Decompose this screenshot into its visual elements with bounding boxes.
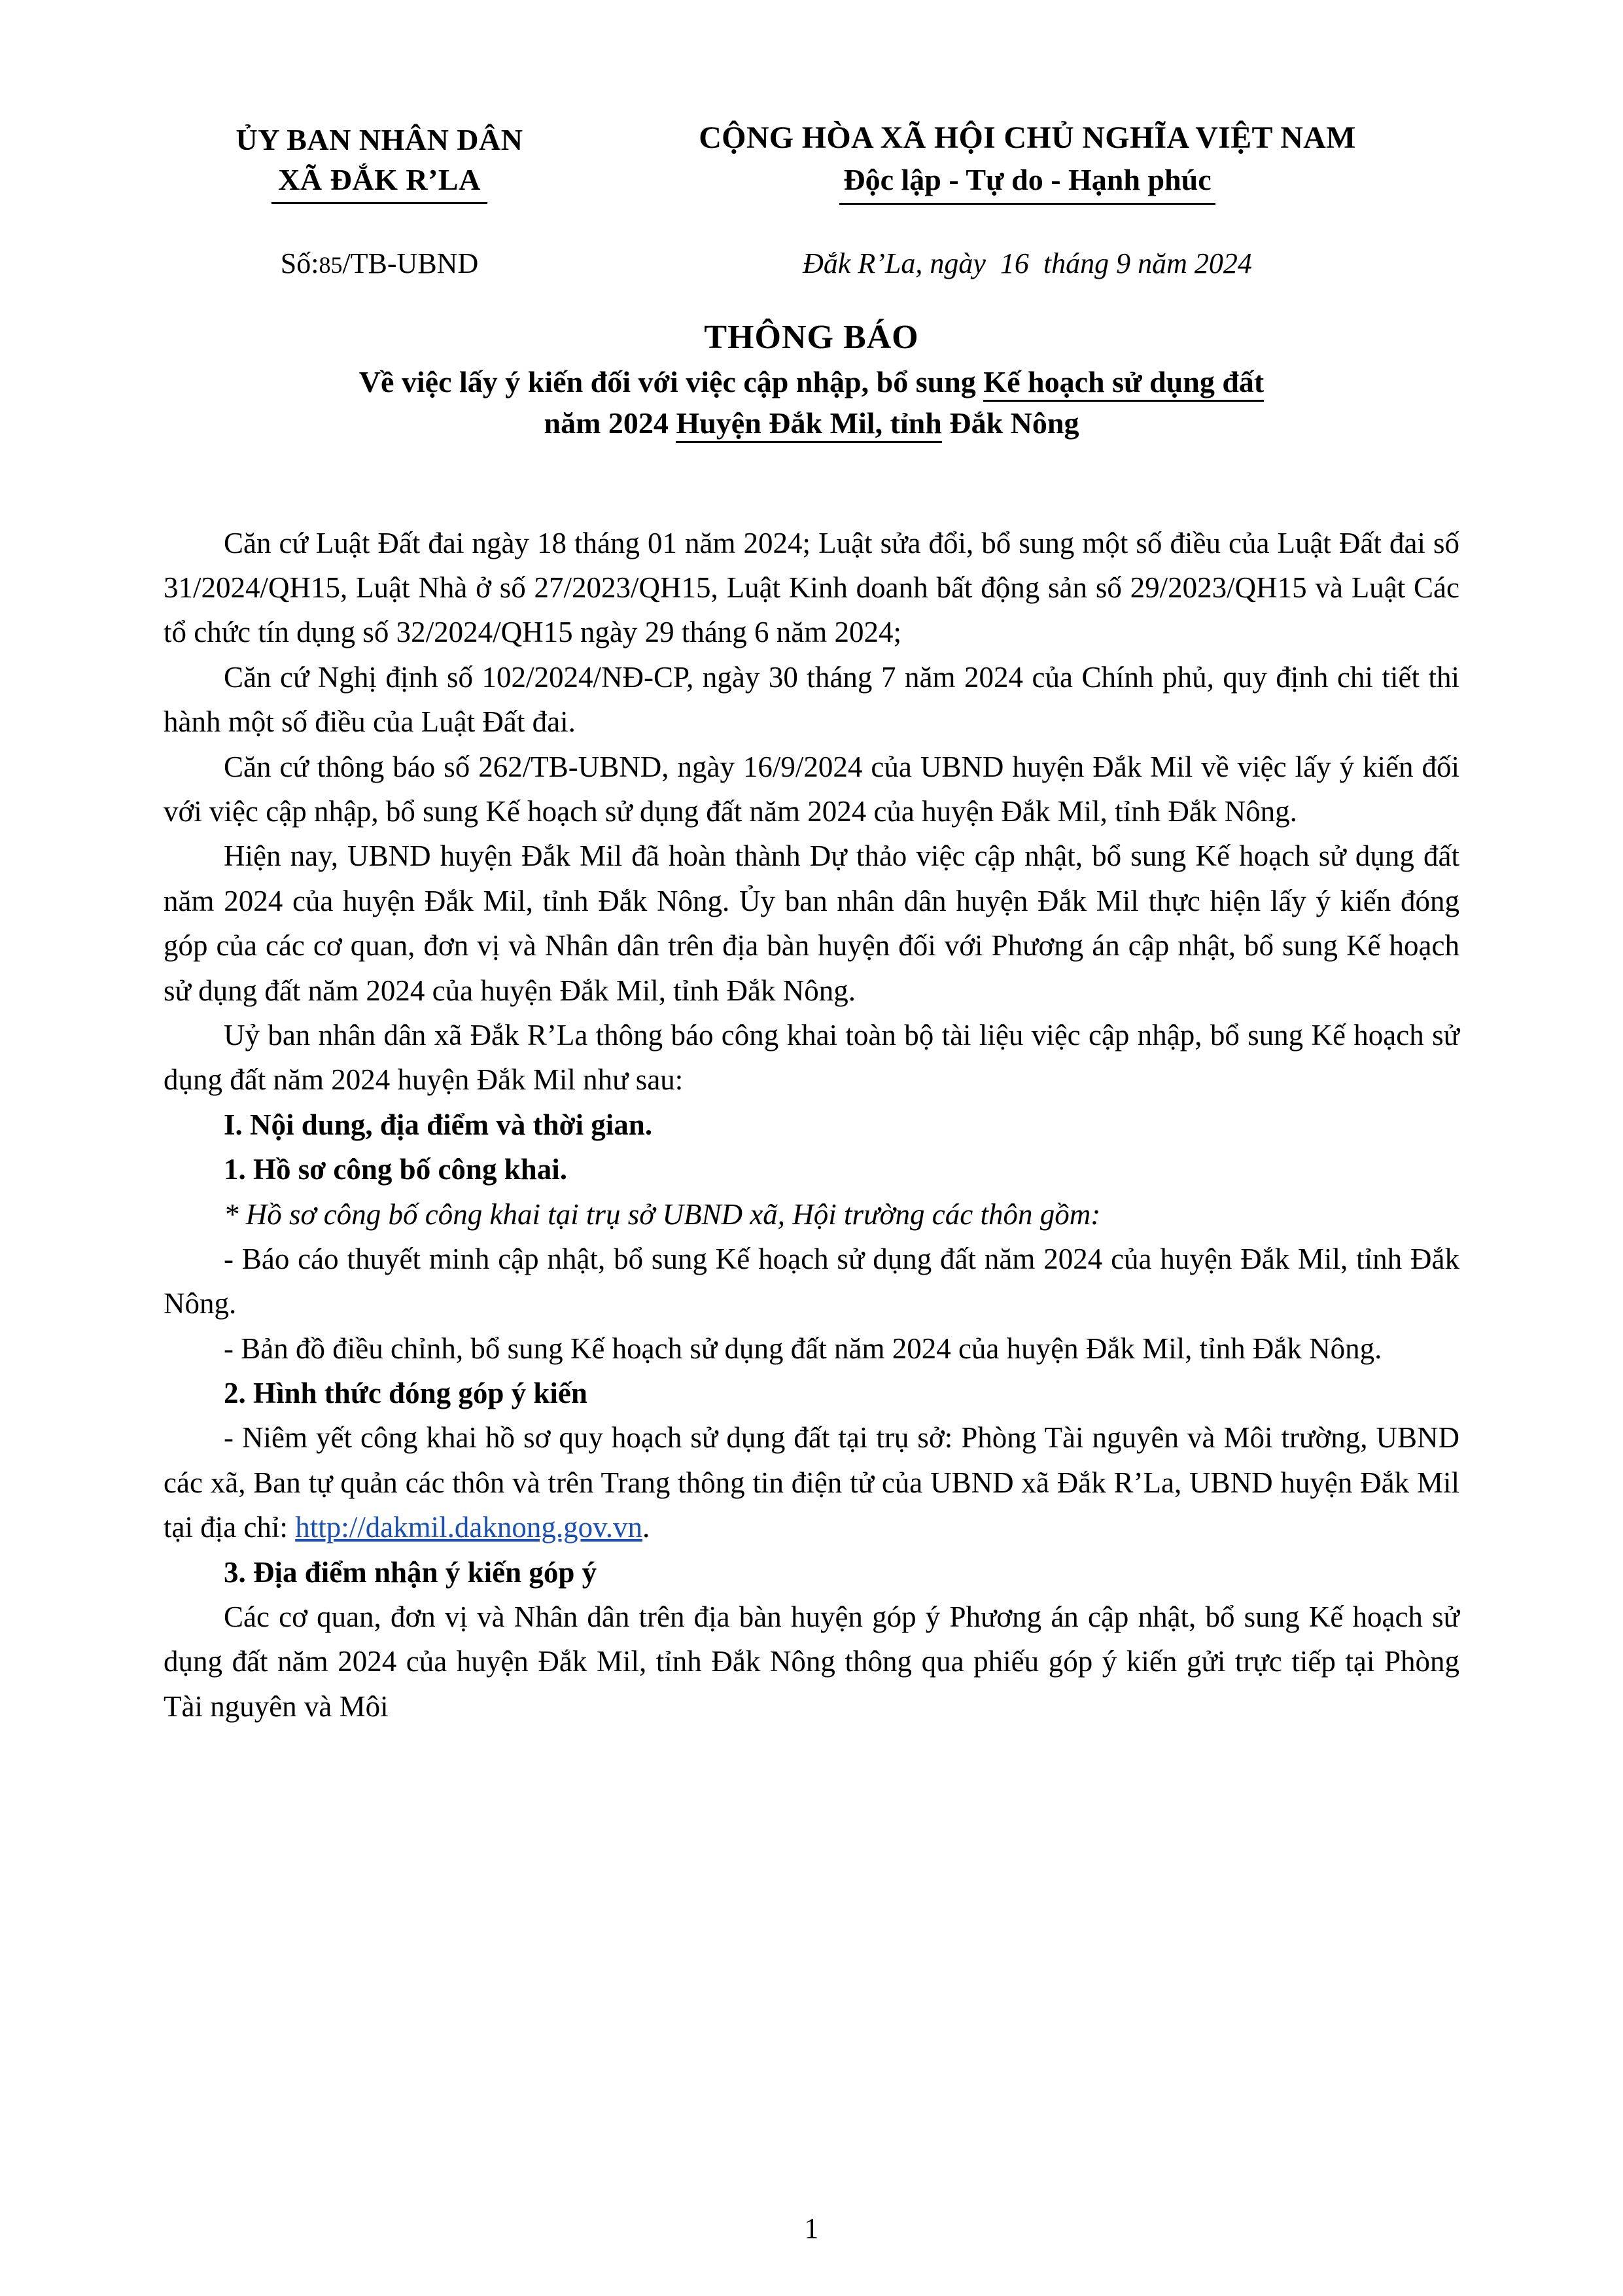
paragraph-legal-basis-3: Căn cứ thông báo số 262/TB-UBND, ngày 16/9/2024 của UBND huyện Đắk Mil về việc lấy ý kiến đối với việc cập nhập, bổ sung Kế hoạch sử dụng đất năm 2024 của huyện Đắk Mil, tỉnh Đắk Nông. <box>164 750 1459 828</box>
list-item-publication <box>164 1415 1459 1549</box>
document-header <box>164 118 1459 205</box>
list-item-publication-end: . <box>642 1511 650 1544</box>
national-heading-line1: CỘNG HÒA XÃ HỘI CHỦ NGHĨA VIỆT NAM <box>699 120 1356 155</box>
list-item-report: - Báo cáo thuyết minh cập nhật, bổ sung Kế hoạch sử dụng đất năm 2024 của huyện Đắk Mil, tỉnh Đắk Nông. <box>164 1242 1459 1320</box>
page-subtitle-part3: năm 2024 <box>544 406 676 440</box>
issuing-authority-line2: XÃ ĐẮK R’LA <box>278 162 481 196</box>
paragraph-announcement: Uỷ ban nhân dân xã Đắk R’La thông báo công khai toàn bộ tài liệu việc cập nhập, bổ sung Kế hoạch sử dụng đất năm 2024 huyện Đắk Mil như sau: <box>164 1018 1459 1097</box>
paragraph-current-status: Hiện nay, UBND huyện Đắk Mil đã hoàn thành Dự thảo việc cập nhật, bổ sung Kế hoạch sử dụng đất năm 2024 của huyện Đắk Mil, tỉnh Đắk Nông. Ủy ban nhân dân huyện Đắk Mil thực hiện lấy ý kiến đóng góp của các cơ quan, đơn vị và Nhân dân trên địa bàn huyện đối với Phương án cập nhật, bổ sung Kế hoạch sử dụng đất năm 2024 của huyện Đắk Mil, tỉnh Đắk Nông. <box>164 839 1459 1007</box>
issuing-authority-underline <box>271 202 487 204</box>
section-heading-1-1: 1. Hồ sơ công bố công khai. <box>224 1153 568 1186</box>
website-link[interactable]: http://dakmil.daknong.gov.vn <box>295 1511 642 1544</box>
place-and-date: Đắk R’La, ngày 16 tháng 9 năm 2024 <box>803 247 1252 280</box>
section-heading-1-3: 3. Địa điểm nhận ý kiến góp ý <box>224 1555 597 1589</box>
page-subtitle <box>164 362 1459 443</box>
page-subtitle-part2: Kế hoạch sử dụng đất <box>983 365 1264 402</box>
page-number: 1 <box>804 2212 819 2244</box>
page-subtitle-part1: Về việc lấy ý kiến đối với việc cập nhập, bổ sung <box>358 365 984 399</box>
page-title: THÔNG BÁO <box>704 319 919 357</box>
document-meta-row <box>164 247 1459 280</box>
page-subtitle-part5: Đắk Nông <box>941 406 1079 440</box>
list-item-publication-text: - Niêm yết công khai hồ sơ quy hoạch sử dụng đất tại trụ sở: Phòng Tài nguyên và Môi trường, UBND các xã, Ban tự quản các thôn và trên Trang thông tin điện tử của UBND xã Đắk R’La, UBND huyện Đắk Mil tại địa chỉ: <box>164 1421 1459 1544</box>
paragraph-legal-basis-1: Căn cứ Luật Đất đai ngày 18 tháng 01 năm 2024; Luật sửa đổi, bổ sung một số điều của Luật Đất đai số 31/2024/QH15, Luật Nhà ở số 27/2023/QH15, Luật Kinh doanh bất động sản số 29/2023/QH15 và Luật Các tổ chức tín dụng số 32/2024/QH15 ngày 29 tháng 6 năm 2024; <box>164 526 1459 649</box>
section-heading-1-2: 2. Hình thức đóng góp ý kiến <box>224 1377 587 1410</box>
list-item-map: - Bản đồ điều chỉnh, bổ sung Kế hoạch sử dụng đất năm 2024 của huyện Đắk Mil, tỉnh Đắk Nông. <box>224 1332 1382 1365</box>
section-heading-1: I. Nội dung, địa điểm và thời gian. <box>224 1108 653 1141</box>
document-body <box>164 521 1459 1729</box>
issuing-authority-block <box>164 118 595 204</box>
paragraph-dossier-note: * Hồ sơ công bố công khai tại trụ sở UBND xã, Hội trường các thôn gồm: <box>224 1197 1101 1231</box>
paragraph-legal-basis-2: Căn cứ Nghị định số 102/2024/NĐ-CP, ngày 30 tháng 7 năm 2024 của Chính phủ, quy định chi tiết thi hành một số điều của Luật Đất đai. <box>164 660 1459 739</box>
document-number-prefix: Số: <box>280 247 319 280</box>
page-subtitle-part4: Huyện Đắk Mil, tỉnh <box>676 406 941 443</box>
national-motto: Độc lập - Tự do - Hạnh phúc <box>839 160 1215 205</box>
national-heading-block <box>595 118 1459 205</box>
document-number-suffix: /TB-UBND <box>342 247 479 280</box>
issuing-authority-line1: ỦY BAN NHÂN DÂN <box>236 123 523 156</box>
paragraph-feedback-location: Các cơ quan, đơn vị và Nhân dân trên địa bàn huyện góp ý Phương án cập nhật, bổ sung Kế hoạch sử dụng đất năm 2024 của huyện Đắk Mil, tỉnh Đắk Nông thông qua phiếu góp ý kiến gửi trực tiếp tại Phòng Tài nguyên và Môi <box>164 1600 1459 1723</box>
document-number-value: 85 <box>319 252 343 279</box>
document-number <box>164 247 595 280</box>
